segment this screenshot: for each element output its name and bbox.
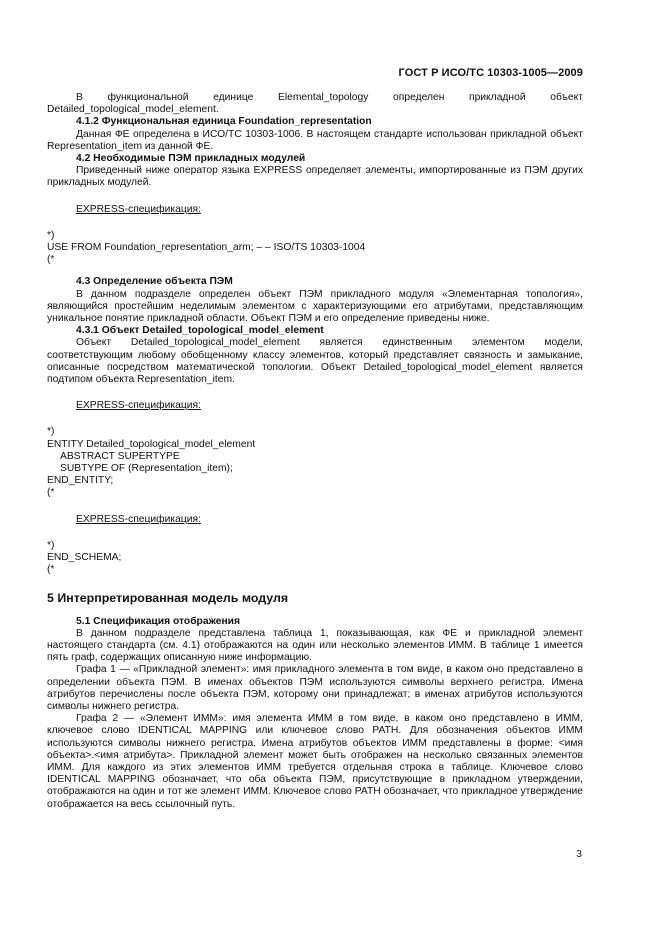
code-open-comment: *) [47, 539, 55, 551]
heading-5: 5 Интерпретированная модель модуля [47, 590, 289, 605]
heading-4-3: 4.3 Определение объекта ПЭМ [76, 276, 233, 288]
paragraph-4-1-2: Данная ФЕ определена в ИСО/ТС 10303-1006. В настоящем стандарте использован прикладной объект Representation_item из данной ФЕ. [47, 128, 583, 152]
express-code-block-2 [47, 426, 583, 499]
heading-4-3-1: 4.3.1 Объект Detailed_topological_model_element [76, 325, 324, 337]
code-entity: ENTITY Detailed_topological_model_element [47, 438, 256, 450]
heading-5-1: 5.1 Спецификация отображения [76, 615, 241, 627]
code-use-from: USE FROM Foundation_representation_arm; – – ISO/TS 10303-1004 [47, 242, 366, 254]
express-spec-label-2: EXPRESS-спецификация: [76, 400, 201, 412]
paragraph-4-3-1: Объект Detailed_topological_model_element является единственным элементом модели, соответствующим любому обобщенному классу элементов, который представляет связность и замыкание, описанные посредством математической топологии. Объект Detailed_topological_model_element является подтипом объекта Representation_item. [47, 337, 583, 386]
express-spec-label-1: EXPRESS-спецификация: [76, 203, 201, 215]
page-number: 3 [576, 849, 582, 860]
document-header: ГОСТ Р ИСО/ТС 10303-1005—2009 [398, 67, 583, 79]
intro-paragraph-line1: В функциональной единице Elemental_topology определен прикладной объект [76, 92, 583, 103]
code-abstract-supertype: ABSTRACT SUPERTYPE [60, 450, 180, 462]
express-code-block-1 [47, 230, 583, 267]
paragraph-4-2: Приведенный ниже оператор языка EXPRESS определяет элементы, импортированные из ПЭМ других прикладных модулей. [47, 165, 583, 189]
code-open-comment: *) [47, 426, 55, 438]
paragraph-4-3: В данном подразделе определен объект ПЭМ прикладного модуля «Элементарная топология», являющийся простейшим неделимым элементом с характеризующими его атрибутами, представляющим уникальное понятие прикладной области. Объект ПЭМ и его определение приведены ниже. [47, 288, 583, 325]
paragraph-column-2: Графа 2 — «Элемент ИММ»: имя элемента ИММ в том виде, в каком оно представлено в ИММ, ключевое слово IDENTICAL MAPPING или ключевое слово PATH. Для обозначения объектов ИММ используются символы нижнего регистра. Имена атрибутов объектов ИММ представлены в форме: <имя объекта>.<имя атрибута>. Прикладной элемент может быть отображен на несколько связанных элементов ИММ. Для каждого из этих элементов ИММ требуется отдельная строка в таблице. Ключевое слово IDENTICAL MAPPING обозначает, что оба объекта ПЭМ, присутствующие в прикладном утверждении, отображаются на один и тот же элемент ИММ. Ключевое слово PATH обозначает, что прикладное утверждение отображается на весь ссылочный путь. [47, 713, 583, 810]
paragraph-column-1: Графа 1 — «Прикладной элемент»: имя прикладного элемента в том виде, в каком оно представлено в определении объекта ПЭМ. В именах объектов ПЭМ используются символы верхнего регистра. Имена атрибутов перечислены после объекта ПЭМ, которому они принадлежат; в именах атрибутов используются символы нижнего регистра. [47, 664, 583, 712]
express-spec-label-3: EXPRESS-спецификация: [76, 513, 201, 525]
express-code-block-3 [47, 540, 583, 577]
page-content [47, 92, 583, 811]
code-close-comment: (* [47, 564, 55, 576]
heading-4-1-2: 4.1.2 Функциональная единица Foundation_representation [76, 116, 372, 128]
intro-paragraph-line2: Detailed_topological_model_element. [47, 104, 219, 116]
heading-4-2: 4.2 Необходимые ПЭМ прикладных модулей [76, 153, 306, 165]
code-close-comment: (* [47, 254, 55, 266]
paragraph-5-1: В данном подразделе представлена таблица 1, показывающая, как ФЕ и прикладной элемент настоящего стандарта (см. 4.1) отображаются на один или несколько элементов ИММ. В таблице 1 имеется пять граф, содержащих описанную ниже информацию. [47, 627, 583, 664]
code-end-entity: END_ENTITY; [47, 475, 114, 487]
code-close-comment: (* [47, 487, 55, 499]
code-subtype-of: SUBTYPE OF (Representation_item); [60, 463, 233, 475]
code-open-comment: *) [47, 229, 55, 241]
code-end-schema: END_SCHEMA; [47, 552, 122, 564]
